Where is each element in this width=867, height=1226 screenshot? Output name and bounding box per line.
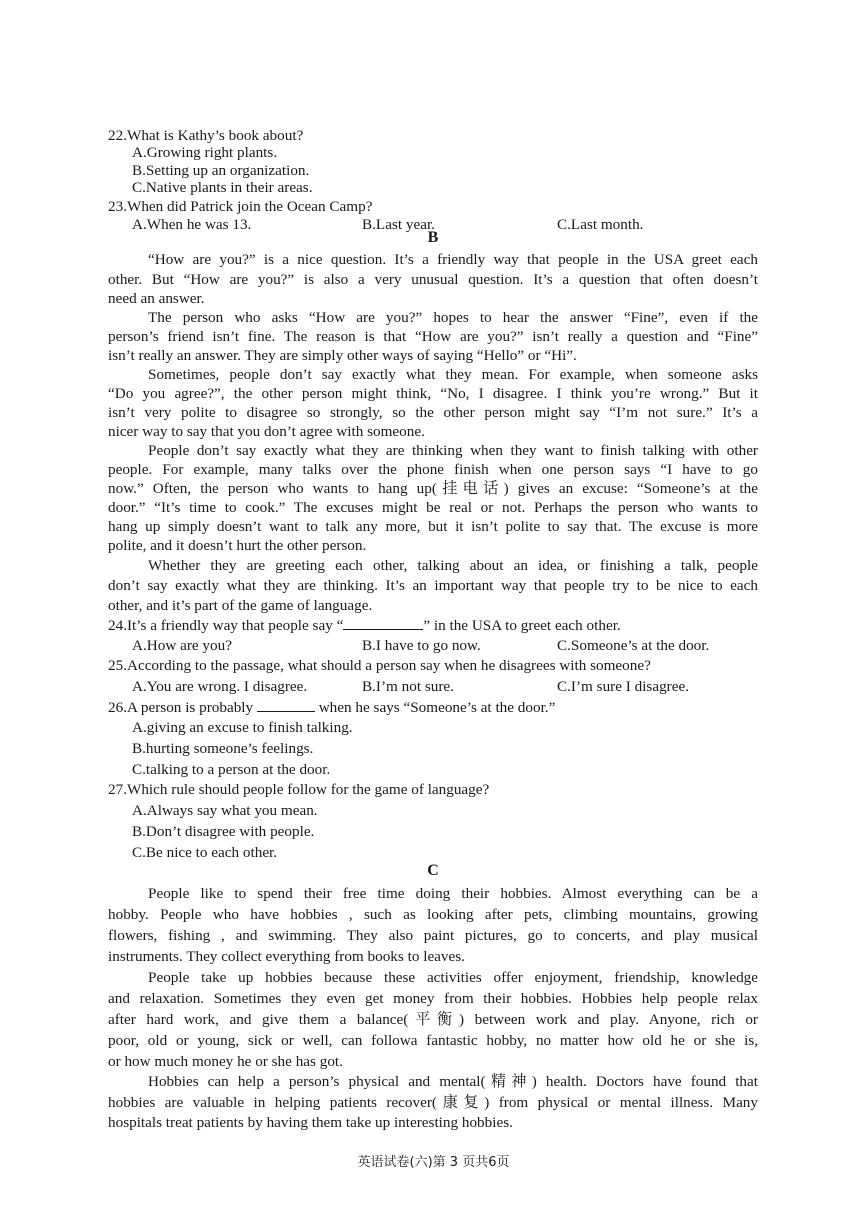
q26-option-b: B.hurting someone’s feelings. [132, 740, 314, 757]
passage-b-line: don’t say exactly what they are thinking. It’s an important way that people try to be nice to each [108, 577, 758, 594]
q25-option-a: A.You are wrong. I disagree. [132, 678, 308, 695]
q22-option-a: A.Growing right plants. [132, 144, 278, 161]
passage-c-line: hospitals treat patients by having them take up interesting hobbies. [108, 1114, 513, 1131]
passage-b-line: door.” “It’s time to cook.” The excuses might be real or not. Perhaps the person who wants to [108, 499, 758, 516]
q24-option-a: A.How are you? [132, 637, 232, 654]
q25-stem: 25.According to the passage, what should a person say when he disagrees with someone? [108, 657, 651, 674]
q25-option-c: C.I’m sure I disagree. [557, 678, 690, 695]
q24-options [108, 636, 758, 656]
passage-b-line: nicer way to say that you don’t agree with someone. [108, 423, 425, 440]
passage-b-line: polite, and it doesn’t hurt the other person. [108, 537, 367, 554]
page-footer: 英语试卷(六)第 3 页共6页 [357, 1155, 510, 1170]
q25-options [108, 677, 758, 697]
q22-option-c: C.Native plants in their areas. [132, 179, 313, 196]
q27-stem: 27.Which rule should people follow for the game of language? [108, 781, 490, 798]
q26-option-c: C.talking to a person at the door. [132, 761, 331, 778]
q22-stem: 22.What is Kathy’s book about? [108, 127, 304, 144]
q27-option-c: C.Be nice to each other. [132, 844, 278, 861]
passage-c-line: Hobbies can help a person’s physical and mental(精神) health. Doctors have found that [148, 1073, 758, 1090]
passage-c-line: after hard work, and give them a balance(平衡) between work and play. Anyone, rich or [108, 1011, 758, 1028]
passage-b-line: isn’t very polite to disagree so strongly, so the other person might say “I’m not sure.” It’s a [108, 404, 758, 421]
passage-c-line: hobbies are valuable in helping patients recover(康复) from physical or mental illness. Many [108, 1094, 758, 1111]
passage-b-line: People don’t say exactly what they are thinking when they want to finish talking with other [148, 442, 758, 459]
passage-b-line: Whether they are greeting each other, talking about an idea, or finishing a talk, people [148, 557, 758, 574]
q24-stem [108, 615, 758, 636]
passage-c-line: instruments. They collect everything from books to leaves. [108, 948, 465, 965]
q22-option-b: B.Setting up an organization. [132, 162, 310, 179]
q26-stem [108, 697, 758, 718]
q24-option-c: C.Someone’s at the door. [557, 637, 710, 654]
passage-b-line: people. For example, many talks over the phone finish when one person says “I have to go [108, 461, 758, 478]
passage-c-line: flowers, fishing , and swimming. They also paint pictures, go to concerts, and play musical [108, 927, 758, 944]
q24-stem-post: ” in the USA to greet each other. [423, 617, 621, 634]
q26-stem-pre: 26.A person is probably [108, 699, 257, 716]
section-c-heading: C [427, 862, 439, 879]
passage-c-line: People take up hobbies because these activities offer enjoyment, friendship, knowledge [148, 969, 758, 986]
q24-blank [343, 615, 423, 630]
passage-b-line: “Do you agree?”, the other person might think, “No, I disagree. I think you’re wrong.” But it [108, 385, 758, 402]
q27-option-b: B.Don’t disagree with people. [132, 823, 315, 840]
passage-b-line: need an answer. [108, 290, 205, 307]
section-b-heading: B [427, 229, 439, 246]
passage-b-line: isn’t really an answer. They are simply other ways of saying “Hello” or “Hi”. [108, 347, 577, 364]
q24-stem-pre: 24.It’s a friendly way that people say “ [108, 617, 344, 634]
passage-b-line: person’s friend isn’t fine. The reason is that “How are you?” isn’t really a question and “Fine” [108, 328, 758, 345]
q23-stem: 23.When did Patrick join the Ocean Camp? [108, 198, 373, 215]
q23-option-c: C.Last month. [557, 216, 644, 233]
passage-b-line: The person who asks “How are you?” hopes to hear the answer “Fine”, even if the [148, 309, 758, 326]
q26-stem-post: when he says “Someone’s at the door.” [314, 699, 556, 716]
q24-option-b: B.I have to go now. [362, 637, 481, 654]
passage-b-line: hang up simply doesn’t want to talk any more, but it isn’t polite to say that. The excuse is more [108, 518, 758, 535]
passage-b-line: other, and it’s part of the game of language. [108, 597, 373, 614]
passage-c-line: poor, old or young, sick or well, can followa fantastic hobby, no matter how old he or she is, [108, 1032, 758, 1049]
q25-option-b: B.I’m not sure. [362, 678, 454, 695]
passage-c-line: or how much money he or she has got. [108, 1053, 343, 1070]
passage-c-line: People like to spend their free time doing their hobbies. Almost everything can be a [148, 885, 758, 902]
passage-b-line: “How are you?” is a nice question. It’s a friendly way that people in the USA greet each [148, 251, 758, 268]
q26-blank [257, 697, 315, 712]
q23-option-a: A.When he was 13. [132, 216, 252, 233]
passage-c-line: hobby. People who have hobbies , such as looking after pets, climbing mountains, growing [108, 906, 758, 923]
passage-c-line: and relaxation. Sometimes they even get money from their hobbies. Hobbies help people relax [108, 990, 758, 1007]
passage-b-line: Sometimes, people don’t say exactly what they mean. For example, when someone asks [148, 366, 758, 383]
q27-option-a: A.Always say what you mean. [132, 802, 318, 819]
q23-option-b: B.Last year. [362, 216, 435, 233]
passage-b-line: now.” Often, the person who wants to hang up(挂电话) gives an excuse: “Someone’s at the [108, 480, 758, 497]
q26-option-a: A.giving an excuse to finish talking. [132, 719, 353, 736]
passage-b-line: other. But “How are you?” is also a very unusual question. It’s a question that often doesn’t [108, 271, 758, 288]
